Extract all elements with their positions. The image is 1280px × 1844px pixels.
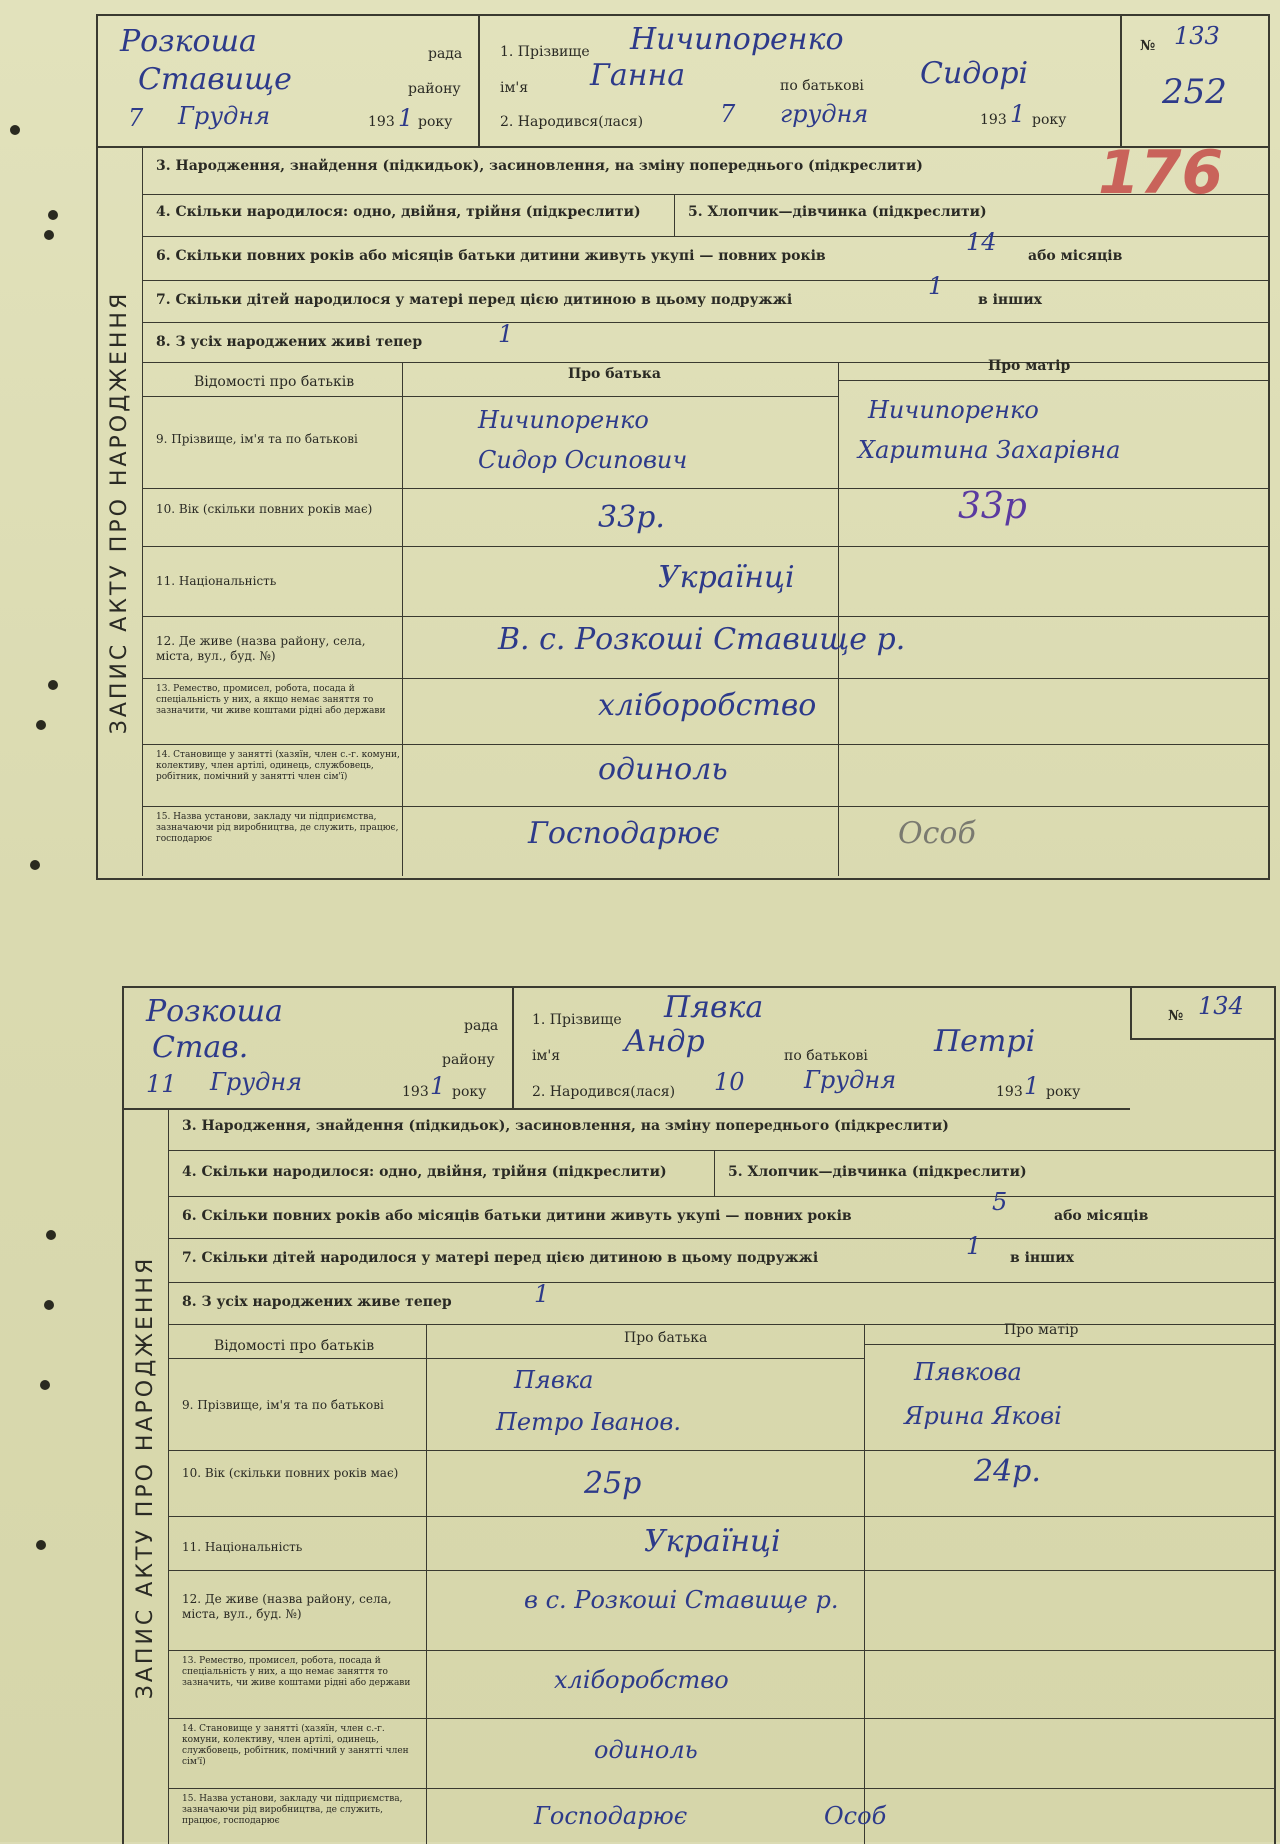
surname-value: Пявка	[664, 990, 764, 1025]
r12-label: 12. Де живе (назва району, села, міста, вул., буд. №)	[156, 634, 366, 663]
date-day: 7	[128, 104, 144, 132]
date-year-hw: 1	[430, 1072, 446, 1100]
number-value: 133	[1174, 22, 1220, 50]
col-info: Відомості про батьків	[194, 374, 355, 390]
date-suffix: року	[452, 1084, 487, 1100]
born-suffix: року	[1046, 1084, 1081, 1100]
q3-label: 3. Народження, знайдення (підкидьок), засиновлення, на зміну попереднього (підкреслити)	[156, 158, 923, 174]
header-number	[1130, 988, 1276, 1040]
binder-hole	[36, 1540, 46, 1550]
q6-suffix: або місяців	[1028, 248, 1123, 264]
name-label: ім'я	[532, 1048, 561, 1064]
r11-value: Українці	[644, 1524, 781, 1559]
born-year-prefix: 193	[980, 112, 1007, 128]
binder-hole	[48, 680, 58, 690]
name-value: Ганна	[590, 58, 686, 93]
born-day: 7	[720, 100, 736, 128]
r14-label: 14. Становище у занятті (хазяїн, член с.-г. комуни, колективу, член артілі, одинець, службовець, робітник, помічний у занятті член сім'ї)	[156, 750, 400, 782]
village-value: Розкоша	[146, 994, 283, 1029]
born-label: 2. Народився(лася)	[500, 114, 644, 130]
q6-label: 6. Скільки повних років або місяців батьки дитини живуть укупі — повних років	[156, 248, 826, 264]
r14-value: одиноль	[594, 1736, 698, 1764]
district-value: Ставище	[138, 62, 292, 97]
district-value: Став.	[152, 1030, 249, 1065]
header-left	[124, 988, 514, 1110]
r14-value: одиноль	[598, 752, 728, 787]
col-father: Про батька	[568, 366, 661, 382]
patronymic-label: по батькові	[784, 1048, 868, 1064]
q6-value: 5	[992, 1188, 1008, 1216]
name-label: ім'я	[500, 80, 529, 96]
r11-label: 11. Національність	[182, 1540, 303, 1554]
born-suffix: року	[1032, 112, 1067, 128]
binder-hole	[36, 720, 46, 730]
q7-label: 7. Скільки дітей народилося у матері перед цією дитиною в цьому подружжі	[182, 1250, 819, 1266]
r15-value: Господарює	[534, 1802, 688, 1830]
r9-label: 9. Прізвище, ім'я та по батькові	[182, 1398, 384, 1412]
r11-label: 11. Національність	[156, 574, 277, 588]
number-label: №	[1168, 1008, 1184, 1024]
birth-record-1	[96, 14, 1270, 880]
q8-value: 1	[534, 1280, 550, 1308]
born-year-prefix: 193	[996, 1084, 1023, 1100]
village-value: Розкоша	[120, 24, 257, 59]
binder-hole	[40, 1380, 50, 1390]
date-suffix: року	[418, 114, 453, 130]
r11-value: Українці	[658, 560, 795, 595]
col-mother: Про матір	[1004, 1322, 1079, 1338]
r9-mother-name: Харитина Захарівна	[858, 436, 1121, 464]
header-left	[98, 16, 480, 148]
r9-father-name: Сидор Осипович	[478, 446, 688, 474]
r12-value: в с. Розкоші Ставище р.	[524, 1586, 839, 1614]
side-label: ЗАПИС АКТУ ПРО НАРОДЖЕННЯ	[107, 290, 133, 734]
header-middle	[514, 988, 1130, 1110]
surname-label: 1. Прізвище	[500, 44, 590, 60]
born-year-hw: 1	[1010, 100, 1026, 128]
q5-label: 5. Хлопчик—дівчинка (підкреслити)	[688, 204, 987, 220]
q7-suffix: в інших	[1010, 1250, 1074, 1266]
q8-label: 8. З усіх народжених живі тепер	[156, 334, 423, 350]
header-middle	[480, 16, 1120, 148]
r10-mother: 33р	[958, 486, 1027, 527]
r12-label: 12. Де живе (назва району, села, міста, вул., буд. №)	[182, 1592, 392, 1621]
header-number	[1120, 16, 1270, 148]
number-pencil: 252	[1162, 72, 1227, 112]
date-year-prefix: 193	[402, 1084, 429, 1100]
r13-label: 13. Ремество, промисел, робота, посада й спеціальність у них, а що немає заняття то зазначить, чи живе коштами рідні або держави	[182, 1656, 411, 1688]
date-year-prefix: 193	[368, 114, 395, 130]
born-month: грудня	[780, 100, 869, 128]
date-day: 11	[146, 1070, 177, 1098]
r9-mother-name: Ярина Якові	[904, 1402, 1062, 1430]
col-mother: Про матір	[988, 358, 1071, 374]
r10-father: 25р	[584, 1466, 642, 1501]
r10-label: 10. Вік (скільки повних років має)	[182, 1466, 399, 1480]
r10-mother: 24р.	[974, 1454, 1041, 1489]
r9-father-surname: Ничипоренко	[478, 406, 649, 434]
born-day: 10	[714, 1068, 745, 1096]
village-suffix: рада	[464, 1018, 499, 1034]
patronymic-label: по батькові	[780, 78, 864, 94]
surname-value: Ничипоренко	[630, 22, 844, 57]
binder-hole	[44, 230, 54, 240]
born-label: 2. Народився(лася)	[532, 1084, 676, 1100]
binder-hole	[46, 1230, 56, 1240]
q7-suffix: в інших	[978, 292, 1042, 308]
r12-value: В. с. Розкоші Ставище р.	[498, 622, 906, 657]
patronymic-value: Сидорі	[920, 56, 1029, 91]
r15-mother: Особ	[898, 816, 976, 851]
q6-label: 6. Скільки повних років або місяців батьки дитини живуть укупі — повних років	[182, 1208, 852, 1224]
col-info: Відомості про батьків	[214, 1338, 375, 1354]
r14-label: 14. Становище у занятті (хазяїн, член с.-г. комуни, колективу, член артілі, одинець, службовець, робітник, помічний у занятті член сім'ї)	[182, 1724, 409, 1767]
birth-record-2	[122, 986, 1276, 1844]
q7-value: 1	[966, 1232, 982, 1260]
date-month: Грудня	[210, 1068, 303, 1096]
binder-hole	[48, 210, 58, 220]
col-father: Про батька	[624, 1330, 708, 1346]
r9-label: 9. Прізвище, ім'я та по батькові	[156, 432, 358, 446]
r10-label: 10. Вік (скільки повних років має)	[156, 502, 373, 516]
q4-label: 4. Скільки народилося: одно, двійня, трійня (підкреслити)	[156, 204, 641, 220]
born-year-hw: 1	[1024, 1072, 1040, 1100]
name-value: Андр	[624, 1024, 705, 1059]
r13-value: хліборобство	[554, 1666, 729, 1694]
surname-label: 1. Прізвище	[532, 1012, 622, 1028]
r15-mother: Особ	[824, 1802, 887, 1830]
binder-hole	[30, 860, 40, 870]
date-month: Грудня	[178, 102, 271, 130]
q8-label: 8. З усіх народжених живе тепер	[182, 1294, 452, 1310]
r13-value: хліборобство	[598, 688, 817, 723]
binder-hole	[44, 1300, 54, 1310]
r10-father: 33р.	[598, 500, 665, 535]
q7-label: 7. Скільки дітей народилося у матері перед цією дитиною в цьому подружжі	[156, 292, 793, 308]
r13-label: 13. Ремество, промисел, робота, посада й спеціальність у них, а якщо немає заняття то зазначити, чи живе коштами рідні або держави	[156, 684, 386, 716]
district-suffix: району	[408, 81, 461, 97]
q5-label: 5. Хлопчик—дівчинка (підкреслити)	[728, 1164, 1027, 1180]
born-month: Грудня	[804, 1066, 897, 1094]
red-mark: 176	[1098, 138, 1224, 208]
r9-father-name: Петро Іванов.	[496, 1408, 681, 1436]
binder-hole	[10, 125, 20, 135]
r9-mother-surname: Пявкова	[914, 1358, 1022, 1386]
q6-value: 14	[966, 228, 997, 256]
q8-value: 1	[498, 320, 514, 348]
r15-label: 15. Назва установи, закладу чи підприємства, зазначаючи рід виробництва, де служить, працює, господарює	[182, 1794, 403, 1826]
number-value: 134	[1198, 992, 1244, 1020]
r15-value: Господарює	[528, 816, 720, 851]
number-label: №	[1140, 38, 1156, 54]
q6-suffix: або місяців	[1054, 1208, 1149, 1224]
q3-label: 3. Народження, знайдення (підкидьок), засиновлення, на зміну попереднього (підкреслити)	[182, 1118, 949, 1134]
r9-father-surname: Пявка	[514, 1366, 594, 1394]
village-suffix: рада	[428, 46, 463, 62]
date-year-hw: 1	[398, 104, 414, 132]
district-suffix: району	[442, 1052, 495, 1068]
patronymic-value: Петрі	[934, 1024, 1036, 1059]
r9-mother-surname: Ничипоренко	[868, 396, 1039, 424]
r15-label: 15. Назва установи, закладу чи підприємства, зазначаючи рід виробництва, де служить, працює, господарює	[156, 812, 399, 844]
q7-value: 1	[928, 272, 944, 300]
q4-label: 4. Скільки народилося: одно, двійня, трійня (підкреслити)	[182, 1164, 667, 1180]
side-label: ЗАПИС АКТУ ПРО НАРОДЖЕННЯ	[133, 1255, 159, 1699]
